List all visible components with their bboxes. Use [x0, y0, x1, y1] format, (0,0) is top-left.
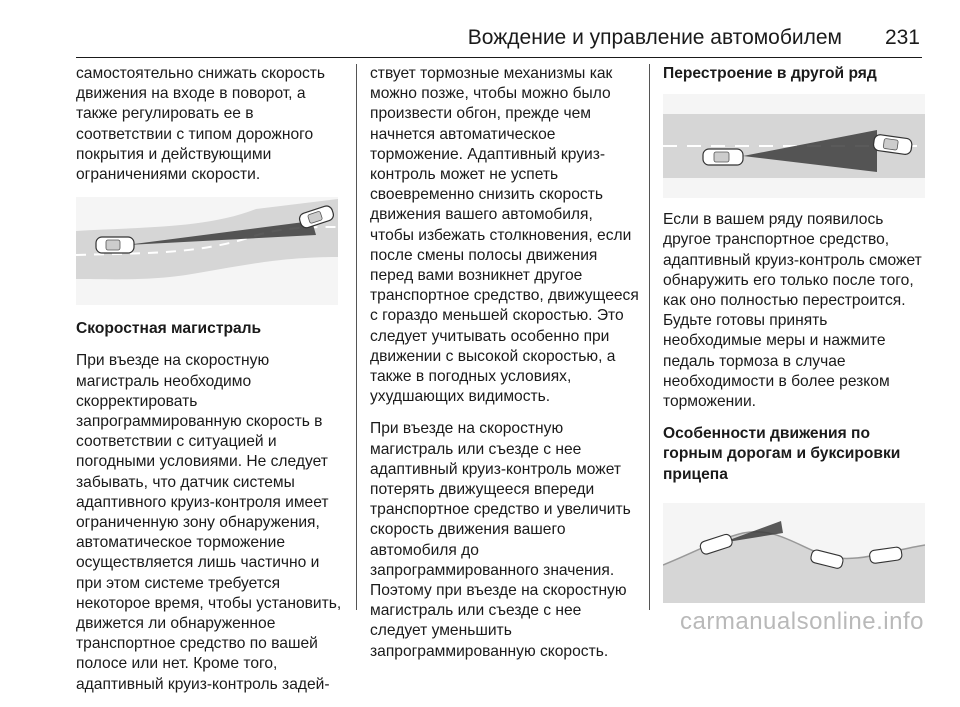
page-header — [0, 0, 960, 52]
column-divider — [356, 64, 357, 610]
paragraph: ствует тормозные механизмы как можно позже, чтобы можно было произвести обгон, прежде чем начнется автоматическое торможение. Адаптивный круиз-контроль может не успеть своевременно снизить скорость движения вашего автомобиля, чтобы избежать столкновения, если после смены полосы движения перед вами возникнет другое транспортное средство, движущееся с гораздо меньшей скоростью. Это следует учитывать особенно при движении с высокой скоростью, а также в погодных условиях, ухудшающих видимость. — [370, 65, 639, 406]
paragraph: При въезде на скоростную магистраль необходимо скорректировать запрограммированную скорость в соответствии с ситуацией и погодными условиями. Не следует забывать, что датчик системы адаптивного круиз-контроля имеет ограниченную зону обнаружения, автоматическое торможение осуществляется лишь частично и при этом системе требуется некоторое время, чтобы установить, движется ли обнаруженное транспортное средство по вашей полосе или нет. Кроме того, адаптивный круиз-контроль задей- — [76, 352, 342, 693]
column-2 — [370, 64, 640, 674]
column-1 — [76, 64, 348, 707]
header-rule — [76, 57, 922, 58]
page-number: 231 — [884, 26, 920, 49]
watermark: carmanualsonline.info — [680, 608, 924, 635]
section-heading: Перестроение в другой ряд — [663, 65, 877, 82]
mountain-road-illustration — [663, 503, 925, 603]
lane-change-illustration — [663, 94, 925, 198]
section-heading: Особенности движения по горным дорогам и буксировки прицепа — [663, 425, 901, 483]
column-3 — [663, 64, 928, 603]
column-divider — [649, 64, 650, 610]
paragraph: самостоятельно снижать скорость движения на входе в поворот, а также регулировать ее в соответствии с типом дорожного покрытия и действующими ограничениями скорости. — [76, 65, 326, 184]
curve-road-illustration — [76, 197, 338, 305]
section-heading: Скоростная магистраль — [76, 320, 262, 338]
paragraph: Если в вашем ряду появилось другое транспортное средство, адаптивный круиз-контроль сможет обнаружить его только после того, как оно полностью перестроится. Будьте готовы принять необходимые меры и нажмите педаль тормоза в случае необходимости в более резком торможении. — [663, 211, 922, 411]
paragraph: При въезде на скоростную магистраль или съезде с нее адаптивный круиз-контроль может потерять движущееся впереди транспортное средство и увеличить скорость движения вашего автомобиля до запрограммированного значения. Поэтому при въезде на скоростную магистраль или съезде с нее следует уменьшить запрограммированную скорость. — [370, 420, 631, 660]
page-title: Вождение и управление автомобилем — [467, 26, 842, 49]
